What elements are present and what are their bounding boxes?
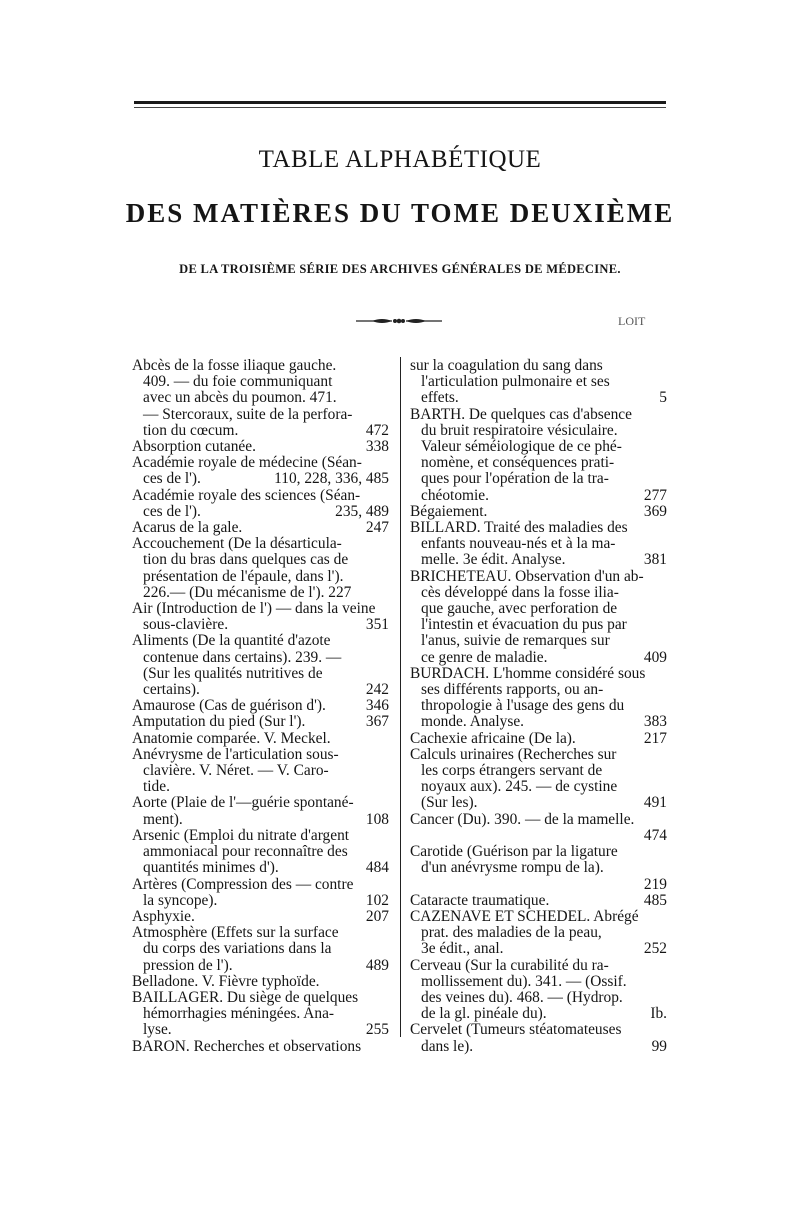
index-entry <box>132 714 389 730</box>
index-entry-line <box>132 504 389 520</box>
index-entry-line: du bruit respiratoire vésiculaire. <box>421 422 618 439</box>
page-number: 5 <box>659 390 667 407</box>
page-number: 383 <box>643 714 667 731</box>
index-entry-line <box>132 909 389 925</box>
index-entry <box>132 488 389 520</box>
index-entry-line: 226.— (Du mécanisme de l'). 227 <box>143 584 352 601</box>
index-entry <box>132 439 389 455</box>
entry-text: (Sur les). <box>421 795 478 812</box>
entry-text: monde. Analyse. <box>421 714 525 731</box>
index-entry-line <box>132 860 389 876</box>
page-number: 252 <box>643 941 667 958</box>
index-entry-line <box>132 471 389 487</box>
index-entry-line: ammoniacal pour reconnaître des <box>143 844 348 861</box>
index-entry <box>410 747 667 812</box>
index-entry-line <box>410 488 667 504</box>
index-entry-line: tion du bras dans quelques cas de <box>143 552 349 569</box>
index-entry-line: 219 <box>643 876 667 893</box>
page-mark: LOIT <box>618 314 646 328</box>
index-entry-line: BRICHETEAU. Observation d'un ab- <box>410 568 644 585</box>
entry-text: certains). <box>143 682 200 699</box>
index-entry-line: l'intestin et évacuation du pus par <box>421 617 627 634</box>
index-entry-line: BAILLAGER. Du siège de quelques <box>132 989 359 1006</box>
page-number: 472 <box>365 422 389 439</box>
index-entry <box>132 747 389 796</box>
top-rule-thin <box>134 107 666 108</box>
page-number: 351 <box>365 617 389 634</box>
index-entry-line <box>132 1022 389 1038</box>
index-entry-line <box>132 617 389 633</box>
index-entry-line <box>410 941 667 957</box>
index-entry-line: ses différents rapports, ou an- <box>421 682 604 699</box>
entry-text: melle. 3e édit. Analyse. <box>421 552 566 569</box>
entry-text: 3e édit., anal. <box>421 941 504 958</box>
entry-text: Acarus de la gale. <box>132 520 243 537</box>
entry-text: lyse. <box>143 1022 172 1039</box>
page-number: 381 <box>643 552 667 569</box>
entry-text: sous-clavière. <box>143 617 229 634</box>
index-entry-line <box>410 893 667 909</box>
page-number: 235, 489 <box>335 503 389 520</box>
index-entry <box>410 958 667 1023</box>
page-number: 242 <box>365 682 389 699</box>
entry-text: chéotomie. <box>421 487 489 504</box>
index-entry-line: Accouchement (De la désarticula- <box>132 536 342 553</box>
index-column-left <box>132 358 389 1055</box>
index-entry-line: l'articulation pulmonaire et ses <box>421 374 610 391</box>
index-entry-line: Cancer (Du). 390. — de la mamelle. <box>410 811 635 828</box>
page-number: 277 <box>643 487 667 504</box>
index-entry-line: ques pour l'opération de la tra- <box>421 471 609 488</box>
index-entry-line: Aliments (De la quantité d'azote <box>132 633 331 650</box>
index-entry <box>132 990 389 1039</box>
entry-text: de la gl. pinéale du). <box>421 1006 547 1023</box>
index-entry-line: CAZENAVE ET SCHEDEL. Abrégé <box>410 908 639 925</box>
entry-text: dans le). <box>421 1038 474 1055</box>
entry-text: quantités minimes d'). <box>143 860 279 877</box>
index-entry-line: Anévrysme de l'articulation sous- <box>132 746 339 763</box>
index-entry-line: prat. des maladies de la peau, <box>421 925 602 942</box>
index-entry <box>410 407 667 504</box>
index-entry-line: des veines du). 468. — (Hydrop. <box>421 989 623 1006</box>
index-entry <box>410 893 667 909</box>
index-entry-line: noyaux aux). 245. — de cystine <box>421 779 618 796</box>
index-entry-line: Cerveau (Sur la curabilité du ra- <box>410 957 609 974</box>
index-entry <box>132 455 389 487</box>
index-entry <box>132 536 389 601</box>
index-entry-line <box>410 795 667 811</box>
index-entry-line <box>132 682 389 698</box>
entry-text: Cachexie africaine (De la). <box>410 730 576 747</box>
entry-text: ment). <box>143 811 183 828</box>
entry-text: ces de l'). <box>143 503 201 520</box>
index-entry-line: les corps étrangers servant de <box>421 763 603 780</box>
index-entry-line: Air (Introduction de l') — dans la veine <box>132 601 376 618</box>
entry-text: Asphyxie. <box>132 908 195 925</box>
index-entry <box>132 909 389 925</box>
index-entry-line: Anatomie comparée. V. Meckel. <box>132 730 331 747</box>
index-entry-line <box>132 520 389 536</box>
page-number: 217 <box>643 730 667 747</box>
index-entry <box>410 666 667 731</box>
page-number: Ib. <box>650 1006 667 1023</box>
page-number: 367 <box>365 714 389 731</box>
index-entry <box>132 877 389 909</box>
entry-text: Bégaiement. <box>410 503 488 520</box>
index-entry-line: sur la coagulation du sang dans <box>410 358 603 374</box>
index-entry-line: clavière. V. Néret. — V. Caro- <box>143 763 329 780</box>
index-entry-line: Arsenic (Emploi du nitrate d'argent <box>132 827 350 844</box>
index-entry-line: Atmosphère (Effets sur la surface <box>132 925 339 942</box>
page-title: TABLE ALPHABÉTIQUE <box>258 146 542 173</box>
page-number: 247 <box>365 520 389 537</box>
index-entry-line: Aorte (Plaie de l'—guérie spontané- <box>132 795 354 812</box>
index-entry-line <box>410 552 667 568</box>
top-rule <box>134 101 666 104</box>
index-entry-line: mollissement du). 341. — (Ossif. <box>421 973 627 990</box>
index-entry-line <box>410 714 667 730</box>
index-entry-line <box>410 1039 667 1055</box>
index-entry-line <box>410 731 667 747</box>
page-number: 255 <box>365 1022 389 1039</box>
page-number: 369 <box>643 503 667 520</box>
page-number: 110, 228, 336, 485 <box>274 471 389 488</box>
entry-text: pression de l'). <box>143 957 233 974</box>
entry-text: ces de l'). <box>143 471 201 488</box>
index-entry <box>132 698 389 714</box>
index-entry <box>410 731 667 747</box>
index-entry <box>410 504 667 520</box>
index-entry <box>132 925 389 974</box>
page-number: 207 <box>365 908 389 925</box>
index-entry-line <box>132 958 389 974</box>
entry-text: ce genre de maladie. <box>421 649 548 666</box>
index-entry-line: hémorrhagies méningées. Ana- <box>143 1006 335 1023</box>
page-number: 338 <box>365 439 389 456</box>
index-entry-line: l'anus, suivie de remarques sur <box>421 633 610 650</box>
index-entry-line: BILLARD. Traité des maladies des <box>410 520 628 537</box>
index-entry-line <box>132 893 389 909</box>
index-entry-line <box>132 698 389 714</box>
index-entry-line: que gauche, avec perforation de <box>421 601 618 618</box>
index-entry-line: nomène, et conséquences prati- <box>421 455 615 472</box>
index-entry-line: du corps des variations dans la <box>143 941 332 958</box>
index-entry-line: Abcès de la fosse iliaque gauche. <box>132 358 337 374</box>
page-number: 484 <box>365 860 389 877</box>
page-subtitle: DES MATIÈRES DU TOME DEUXIÈME <box>125 198 675 228</box>
page-number: 409 <box>643 649 667 666</box>
index-entry-line: 474 <box>643 827 667 844</box>
index-entry <box>132 974 389 990</box>
index-entry-line: Artères (Compression des — contre <box>132 876 354 893</box>
index-entry-line: contenue dans certains). 239. — <box>143 649 342 666</box>
index-entry-line: Académie royale de médecine (Séan- <box>132 455 362 472</box>
entry-text: Absorption cutanée. <box>132 439 256 456</box>
index-entry-line: avec un abcès du poumon. 471. <box>143 390 337 407</box>
index-entry-line <box>410 504 667 520</box>
series-caption: DE LA TROISIÈME SÉRIE DES ARCHIVES GÉNÉRALES DE MÉDECINE. <box>179 262 621 276</box>
entry-text: effets. <box>421 390 459 407</box>
index-entry-line: Académie royale des sciences (Séan- <box>132 487 361 504</box>
index-entry-line <box>132 439 389 455</box>
index-entry-line: présentation de l'épaule, dans l'). <box>143 568 344 585</box>
index-entry-line: enfants nouveau-nés et à la ma- <box>421 536 616 553</box>
index-entry-line <box>410 390 667 406</box>
entry-text: Amputation du pied (Sur l'). <box>132 714 306 731</box>
page-number: 346 <box>365 698 389 715</box>
index-entry <box>132 828 389 877</box>
index-entry-line: 409. — du foie communiquant <box>143 374 333 391</box>
index-entry <box>410 812 667 844</box>
index-entry <box>132 1039 389 1055</box>
entry-text: Amaurose (Cas de guérison d'). <box>132 698 326 715</box>
page-number: 108 <box>365 811 389 828</box>
index-entry-line: Cervelet (Tumeurs stéatomateuses <box>410 1022 622 1039</box>
entry-text: Cataracte traumatique. <box>410 892 550 909</box>
index-entry <box>132 601 389 633</box>
index-entry-line <box>132 812 389 828</box>
index-entry <box>132 795 389 827</box>
entry-text: tion du cœcum. <box>143 422 239 439</box>
index-entry-line <box>132 423 389 439</box>
index-entry <box>132 633 389 698</box>
index-entry <box>132 520 389 536</box>
index-entry-line: Calculs urinaires (Recherches sur <box>410 746 617 763</box>
index-entry <box>410 844 667 893</box>
entry-text: la syncope). <box>143 892 218 909</box>
column-divider <box>400 357 401 1037</box>
index-entry-line: (Sur les qualités nutritives de <box>143 665 323 682</box>
index-entry <box>132 358 389 439</box>
index-entry <box>410 569 667 666</box>
index-entry-line: thropologie à l'usage des gens du <box>421 698 625 715</box>
index-entry <box>410 909 667 958</box>
page-number: 485 <box>643 892 667 909</box>
index-entry <box>410 1022 667 1054</box>
index-entry <box>410 520 667 569</box>
page-number: 102 <box>365 892 389 909</box>
index-column-right <box>410 358 667 1055</box>
index-entry-line: Carotide (Guérison par la ligature <box>410 844 618 861</box>
index-entry-line: BARTH. De quelques cas d'absence <box>410 406 632 423</box>
index-entry <box>132 731 389 747</box>
index-entry-line: cès développé dans la fosse ilia- <box>421 584 619 601</box>
index-entry-line: Valeur séméiologique de ce phé- <box>421 439 622 456</box>
index-entry-line: Belladone. V. Fièvre typhoïde. <box>132 973 320 990</box>
page-number: 99 <box>651 1038 667 1055</box>
index-entry-line: tide. <box>143 779 170 796</box>
index-entry-line: BURDACH. L'homme considéré sous <box>410 665 646 682</box>
index-entry-line: d'un anévrysme rompu de la). <box>421 860 604 877</box>
index-entry-line <box>410 650 667 666</box>
index-entry-line <box>410 1006 667 1022</box>
index-entry-line <box>132 714 389 730</box>
index-entry-line: BARON. Recherches et observations <box>132 1038 362 1055</box>
ornament-divider <box>354 314 444 328</box>
page-number: 489 <box>365 957 389 974</box>
index-entry-line: — Stercoraux, suite de la perfora- <box>143 406 353 423</box>
page-number: 491 <box>643 795 667 812</box>
index-entry <box>410 358 667 407</box>
